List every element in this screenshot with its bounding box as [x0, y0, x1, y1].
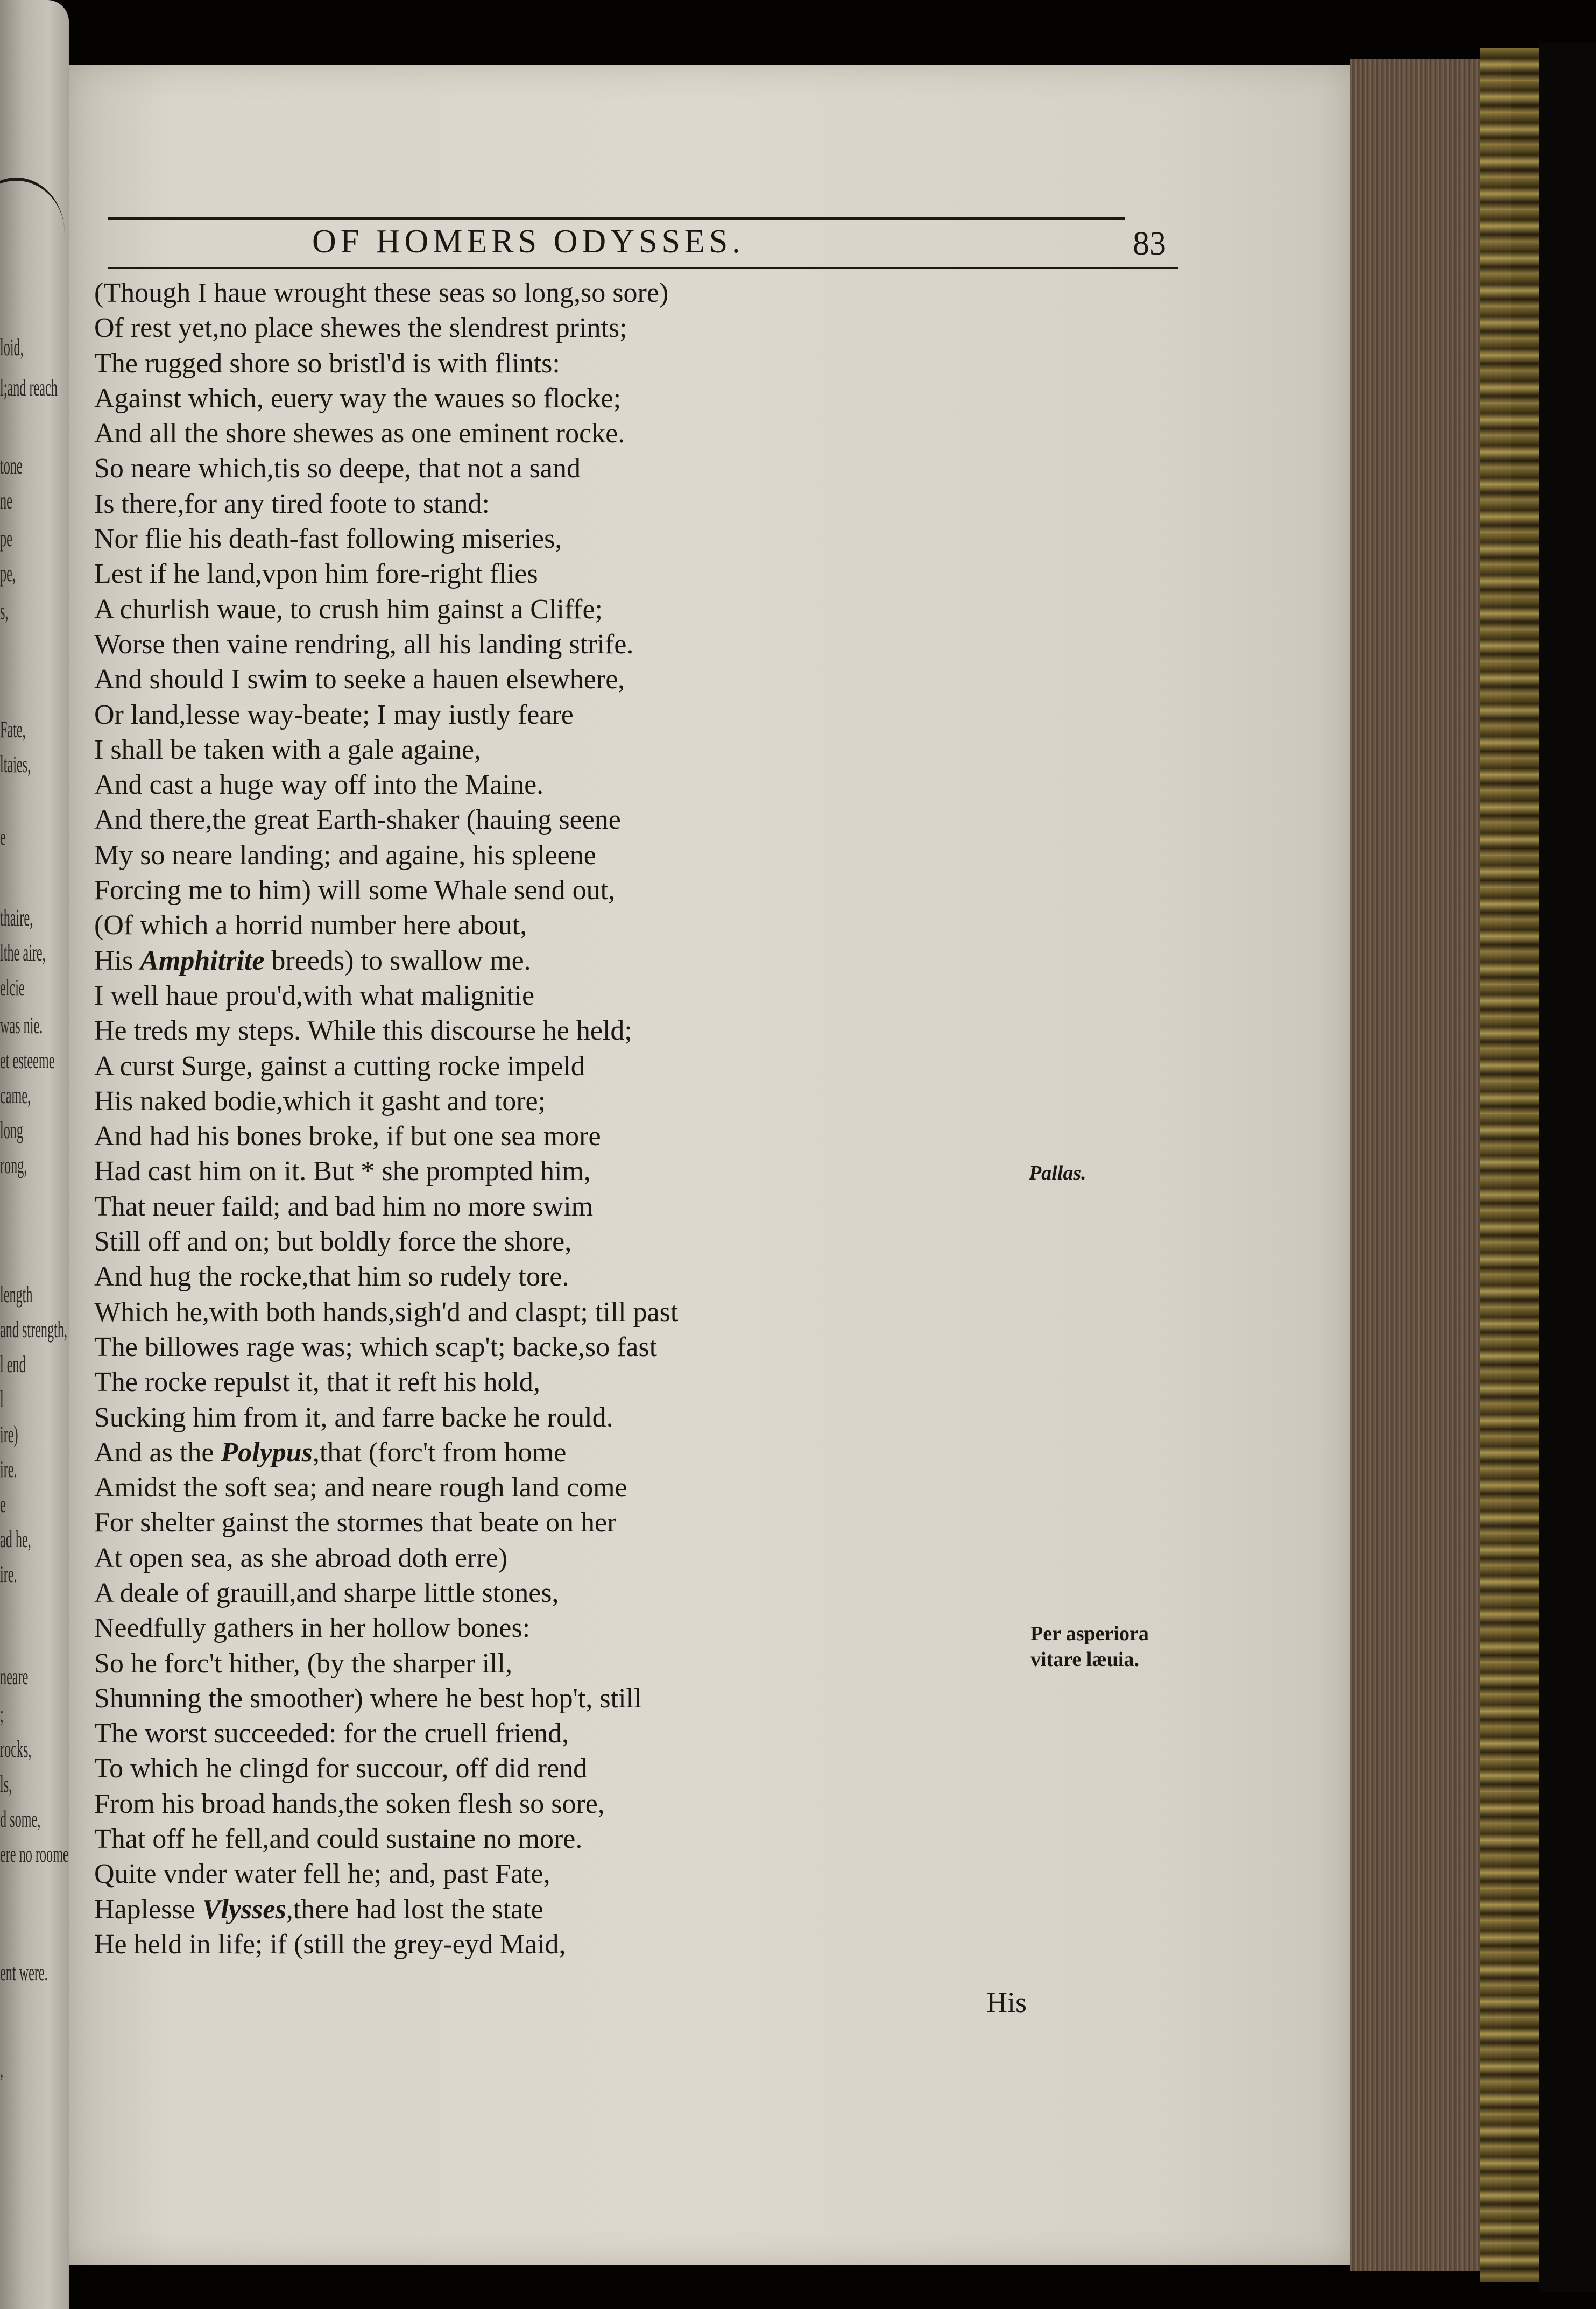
verse-line: The rocke repulst it, that it reft his hold, — [94, 1367, 540, 1398]
previous-page-fragment: ltaies, — [0, 751, 31, 778]
verse-line: Shunning the smoother) where he best hop't, still — [94, 1683, 642, 1714]
previous-page-fragment: ere no roome — [0, 1841, 69, 1867]
previous-page-fragment: l;and reach — [0, 375, 58, 401]
verse-line: And there,the great Earth-shaker (hauing seene — [94, 804, 621, 836]
verse-line: Is there,for any tired foote to stand: — [94, 488, 490, 519]
verse-line: The billowes rage was; which scap't; backe,so fast — [94, 1331, 658, 1362]
previous-page-fragment: loid, — [0, 334, 24, 361]
verse-line: Nor flie his death-fast following miseries, — [94, 524, 562, 555]
previous-page-fragment: came, — [0, 1082, 31, 1108]
verse-line: Lest if he land,vpon him fore-right flies — [94, 559, 538, 590]
previous-page-fragment: et esteeme — [0, 1047, 55, 1074]
previous-page-fragment: ; — [0, 1701, 4, 1727]
previous-page-fragment: rong, — [0, 1152, 27, 1178]
verse-line: Forcing me to him) will some Whale send out, — [94, 875, 616, 906]
previous-page-fragment: ire. — [0, 1561, 17, 1587]
verse-line: Sucking him from it, and farre backe he rould. — [94, 1402, 613, 1433]
verse-line: A churlish waue, to crush him gainst a Cliffe; — [94, 594, 603, 625]
previous-page-fragment: Fate, — [0, 716, 26, 743]
previous-page-fragment: ire) — [0, 1421, 18, 1447]
verse-line: A deale of grauill,and sharpe little stones, — [94, 1577, 559, 1608]
verse-line: That off he fell,and could sustaine no more. — [94, 1824, 583, 1855]
verse-line: To which he clingd for succour, off did rend — [94, 1753, 588, 1784]
previous-page-fragment: ent were. — [0, 1959, 48, 1986]
verse-line: Haplesse Vlysses,there had lost the state — [94, 1894, 543, 1925]
verse-line: Which he,with both hands,sigh'd and claspt; till past — [94, 1296, 679, 1328]
verse-line: At open sea, as she abroad doth erre) — [94, 1542, 508, 1573]
verse-line: (Though I haue wrought these seas so long,so sore) — [94, 278, 669, 308]
marginal-note-latin — [1030, 1621, 1149, 1672]
previous-page-fragment: elcie — [0, 975, 25, 1001]
verse-line: Had cast him on it. But * she prompted him, — [94, 1156, 591, 1187]
page-number: 83 — [1133, 225, 1166, 262]
verse-line: His Amphitrite breeds) to swallow me. — [94, 945, 531, 976]
verse-line: Of rest yet,no place shewes the slendrest prints; — [94, 313, 627, 344]
verse-line: And should I swim to seeke a hauen elsewhere, — [94, 664, 625, 695]
previous-page-fragment: , — [0, 2056, 4, 2082]
verse-line: Against which, euery way the waues so flocke; — [94, 383, 622, 414]
verse-line: And as the Polypus,that (forc't from home — [94, 1437, 567, 1468]
verse-line: For shelter gainst the stormes that beate on her — [94, 1507, 617, 1538]
verse-line: And all the shore shewes as one eminent rocke. — [94, 418, 625, 449]
italic-name: Amphitrite — [140, 945, 265, 976]
verse-line: I well haue prou'd,with what malignitie — [94, 980, 535, 1011]
binding-shadow — [1539, 43, 1596, 2292]
previous-page-fragment: length — [0, 1281, 33, 1308]
running-title: OF HOMERS ODYSSES. — [312, 223, 745, 260]
previous-page-fragment: was nie. — [0, 1012, 43, 1039]
italic-name: Vlysses — [202, 1894, 286, 1925]
verse-line: I shall be taken with a gale againe, — [94, 734, 482, 765]
verse-line: Needfully gathers in her hollow bones: — [94, 1613, 531, 1644]
marginal-note-latin-line-2: vitare læuia. — [1030, 1648, 1139, 1671]
header-rule-bottom — [108, 267, 1178, 269]
previous-page-fragment: and strength, — [0, 1316, 68, 1343]
previous-page-fragment: ad he, — [0, 1526, 31, 1552]
previous-page-rule — [0, 178, 65, 288]
verse-line: The worst succeeded: for the cruell friend, — [94, 1718, 569, 1749]
previous-page-fragment: long — [0, 1117, 24, 1143]
italic-name: Polypus — [221, 1437, 313, 1468]
verse-line: Worse then vaine rendring, all his landing strife. — [94, 629, 634, 660]
verse-line: So he forc't hither, (by the sharper ill, — [94, 1648, 512, 1679]
previous-page-fragment: tone — [0, 453, 23, 479]
verse-line: And cast a huge way off into the Maine. — [94, 769, 544, 801]
verse-line: Quite vnder water fell he; and, past Fate, — [94, 1859, 550, 1890]
previous-page-fragment: ire. — [0, 1456, 17, 1482]
verse-line: Amidst the soft sea; and neare rough land come — [94, 1472, 627, 1503]
marginal-note-latin-line-1: Per asperiora — [1030, 1622, 1149, 1645]
verse-line: That neuer faild; and bad him no more swim — [94, 1191, 594, 1222]
verse-line: So neare which,tis so deepe, that not a sand — [94, 453, 581, 484]
previous-page-fragment: ls, — [0, 1771, 12, 1797]
verse-line: And hug the rocke,that him so rudely tore. — [94, 1261, 569, 1293]
previous-page-fragment: s, — [0, 598, 9, 624]
gilt-binding-edge — [1480, 48, 1539, 2282]
verse-line: His naked bodie,which it gasht and tore; — [94, 1085, 546, 1117]
verse-line: Still off and on; but boldly force the shore, — [94, 1226, 572, 1258]
previous-page-fragment: rocks, — [0, 1736, 32, 1762]
previous-page-fragment: d some, — [0, 1806, 41, 1832]
previous-page-fragment: e — [0, 824, 6, 850]
verse-text — [94, 276, 848, 1962]
previous-page-fragment: neare — [0, 1663, 29, 1690]
previous-page-fragment: pe, — [0, 560, 16, 587]
verse-line: From his broad hands,the soken flesh so sore, — [94, 1788, 605, 1819]
verse-line: My so neare landing; and againe, his spleene — [94, 839, 596, 871]
verse-line: Or land,lesse way-beate; I may iustly feare — [94, 699, 574, 730]
previous-page-fragment: l — [0, 1386, 4, 1413]
previous-page-edge — [0, 0, 69, 2309]
previous-page-fragment: ne — [0, 488, 12, 514]
verse-line: (Of which a horrid number here about, — [94, 910, 527, 941]
previous-page-fragment: l end — [0, 1351, 26, 1378]
verse-line: And had his bones broke, if but one sea more — [94, 1121, 601, 1152]
verse-line: He treds my steps. While this discourse he held; — [94, 1015, 632, 1047]
previous-page-fragment: lthe aire, — [0, 940, 46, 966]
verse-line: The rugged shore so bristl'd is with flints: — [94, 348, 560, 379]
catchword: His — [986, 1986, 1027, 2018]
previous-page-fragment: pe — [0, 525, 12, 552]
verse-line: A curst Surge, gainst a cutting rocke impeld — [94, 1050, 585, 1082]
verse-line: He held in life; if (still the grey-eyd Maid, — [94, 1929, 566, 1960]
previous-page-fragment: thaire, — [0, 905, 33, 931]
marginal-note-pallas: Pallas. — [1029, 1162, 1086, 1184]
header-rule-top — [108, 217, 1125, 220]
previous-page-fragment: e — [0, 1491, 6, 1517]
